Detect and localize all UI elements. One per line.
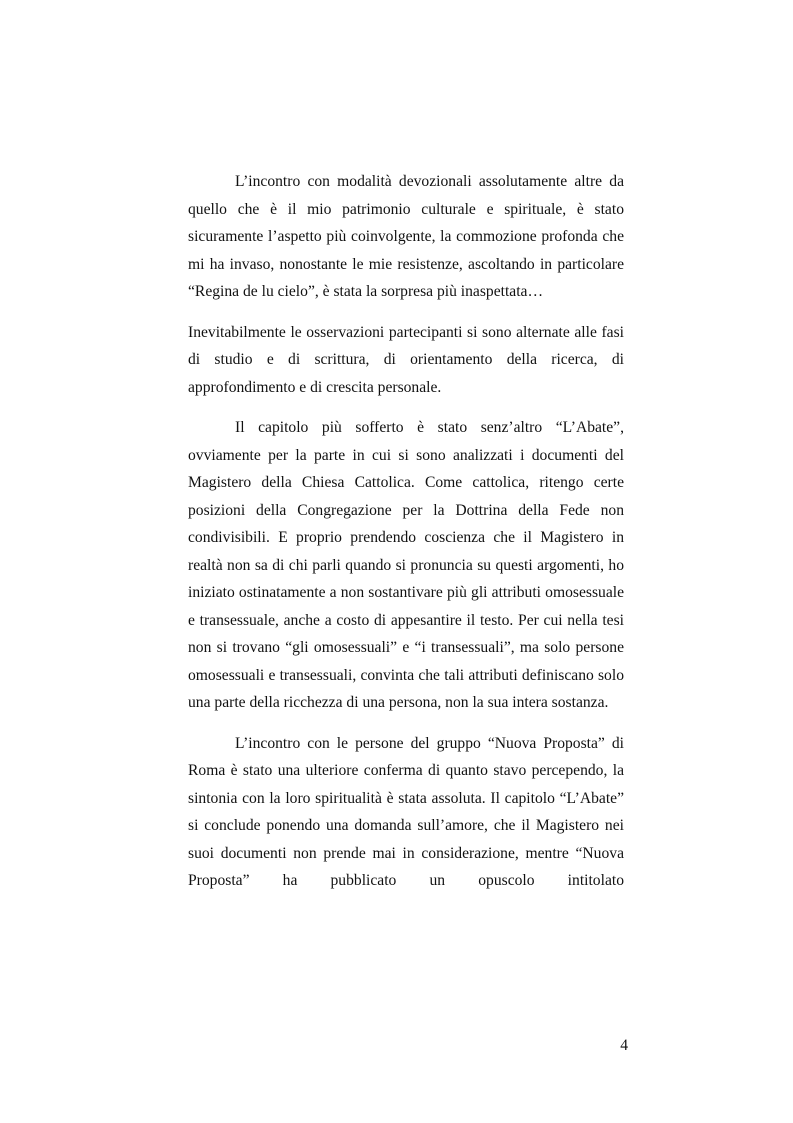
- paragraph-4: L’incontro con le persone del gruppo “Nuova Proposta” di Roma è stato una ulteriore conferma di quanto stavo percependo, la sintonia con la loro spiritualità è stata assoluta. Il capitolo “L’Abate” si conclude ponendo una domanda sull’amore, che il Magistero nei suoi documenti non prende mai in considerazione, mentre “Nuova Proposta” ha pubblicato un opuscolo intitolato: [188, 734, 624, 889]
- paragraph-1: L’incontro con modalità devozionali assolutamente altre da quello che è il mio patrimonio culturale e spirituale, è stato sicuramente l’aspetto più coinvolgente, la commozione profonda che mi ha invaso, nonostante le mie resistenze, ascoltando in particolare “Regina de lu cielo”, è stata la sorpresa più inaspettata…: [188, 173, 624, 300]
- paragraph-3: Il capitolo più sofferto è stato senz’altro “L’Abate”, ovviamente per la parte in cui si sono analizzati i documenti del Magistero della Chiesa Cattolica. Come cattolica, ritengo certe posizioni della Congregazione per la Dottrina della Fede non condivisibili. E proprio prendendo coscienza che il Magistero in realtà non sa di chi parli quando si pronuncia su questi argomenti, ho iniziato ostinatamente a non sostantivare più gli attributi omosessuale e transessuale, anche a costo di appesantire il testo. Per cui nella tesi non si trovano “gli omosessuali” e “i transessuali”, ma solo persone omosessuali e transessuali, convinta che tali attributi definiscano solo una parte della ricchezza di una persona, non la sua intera sostanza.: [188, 419, 624, 711]
- paragraph-2: Inevitabilmente le osservazioni partecipanti si sono alternate alle fasi di studio e di scrittura, di orientamento della ricerca, di approfondimento e di crescita personale.: [188, 323, 624, 396]
- body-text: [188, 168, 624, 895]
- page-number: 4: [620, 1037, 628, 1054]
